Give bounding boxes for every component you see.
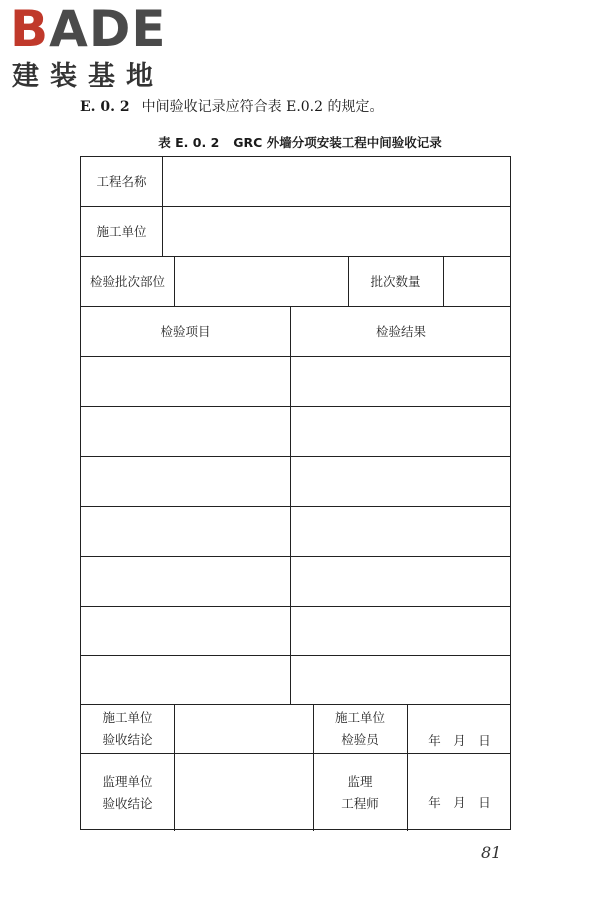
row-divider (81, 306, 510, 307)
table-title: GRC 外墙分项安装工程中间验收记录 (233, 135, 442, 150)
construction-inspector-label: 施工单位 检验员 (334, 710, 385, 747)
inspection-record-form (80, 156, 511, 830)
construction-date-label: 年 月 日 (428, 733, 491, 748)
clause-number: E. 0. 2 (80, 99, 130, 115)
row-divider (81, 356, 510, 357)
row-divider (81, 704, 510, 705)
supervision-date-label: 年 月 日 (428, 795, 491, 810)
row-divider (81, 456, 510, 457)
row-divider (81, 506, 510, 507)
logo-wordmark: BADE (10, 0, 167, 58)
inspection-item-header: 检验项目 (160, 324, 211, 339)
column-divider (174, 704, 175, 831)
row-divider (81, 655, 510, 656)
project-name-label: 工程名称 (96, 174, 147, 189)
inspection-batch-location-label: 检验批次部位 (89, 274, 165, 289)
supervision-conclusion-label: 监理单位 验收结论 (102, 774, 153, 811)
table-number: 表 E. 0. 2 (158, 135, 220, 150)
column-divider (174, 257, 175, 307)
row-divider (81, 606, 510, 607)
column-divider (162, 157, 163, 257)
row-divider (81, 256, 510, 257)
table-caption (0, 133, 600, 151)
column-divider (407, 704, 408, 831)
logo (10, 0, 185, 94)
logo-subtitle: 建装基地 (12, 61, 164, 92)
clause-text: 中间验收记录应符合表 E.0.2 的规定。 (141, 99, 384, 115)
row-divider (81, 406, 510, 407)
construction-unit-label: 施工单位 (96, 224, 147, 239)
supervisor-label: 监理 工程师 (341, 774, 379, 811)
page-number: 81 (481, 843, 502, 862)
row-divider (81, 556, 510, 557)
column-divider (290, 307, 291, 704)
construction-conclusion-label: 施工单位 验收结论 (102, 710, 153, 747)
row-divider (81, 753, 510, 754)
row-divider (81, 206, 510, 207)
column-divider (443, 257, 444, 307)
inspection-result-header: 检验结果 (375, 324, 426, 339)
batch-quantity-label: 批次数量 (370, 274, 421, 289)
clause-paragraph (80, 98, 384, 116)
